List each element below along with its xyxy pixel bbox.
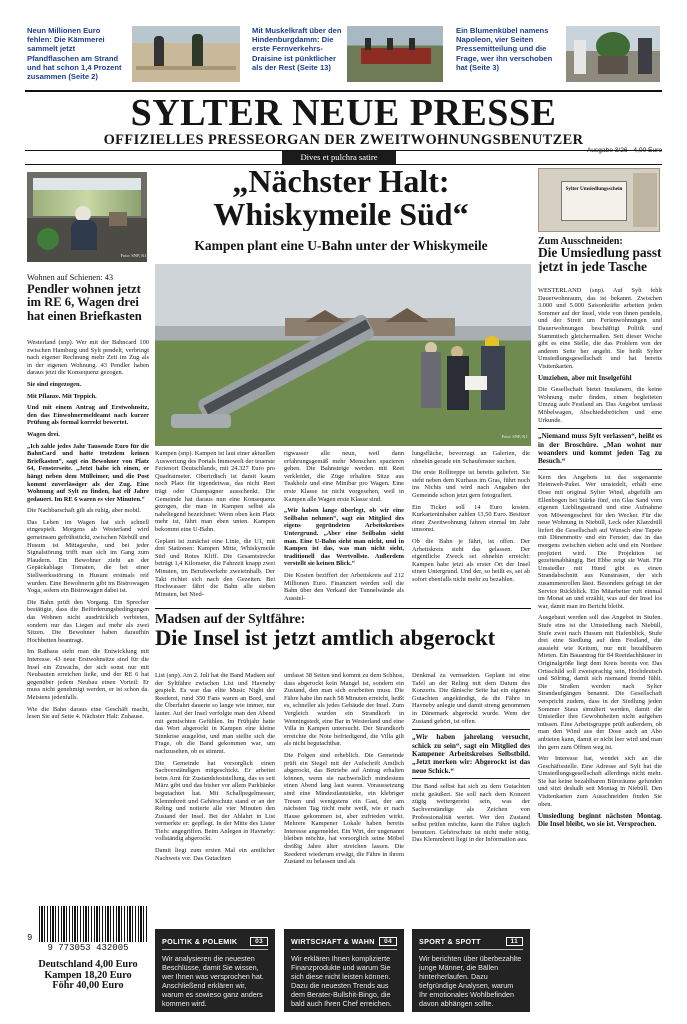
- ferry-c3-p2: Die Band selbst hat sich zu dem Gutachten nicht geäußert. Sie soll nach dem Konzert zügig weitergereist sein, was der Sachverständige als Zeichen von Professionalität wertet. Wer den Zustand selbst prüfen möchte, kann die Fähre täglich benutzen. Gehörschutz ist nicht mehr nötig. Das Klemmbrett liegt in der Information aus.: [412, 783, 530, 844]
- right-p4: Ausgebaut werden soll das Angebot in Stufen. Stufe eins ist die Umsiedlung nach Niebüll, Stufe zwei nach Husum mit Hafenblick, Stufe drei eine Siedlung auf dem Festland, die aussieht wie Keitum, nur mit bezahlbaren Mieten. Ein Bauantrag für 84 Reetdachhäuser in Originalgröße liegt dem Kreis bereits vor. Das Ortsschild soll zweisprachig sein, Hochdeutsch und Sölring, damit sich niemand fremd fühlt. Die Straßen werden nach Sylter Strandaufgängen benannt. Die Gesellschaft verspricht zudem, dass in der Siedlung jeden Sommer Staus simuliert werden, damit die Umsiedler ihre Gewohnheiten nicht aufgeben müssen. Eine Arbeitsgruppe prüft außerdem, ob man den Wind aus der Dose auch an Abo anbieten kann, damit er nicht leer wird und man ihn gern zum Öffnen weg ist.: [538, 614, 662, 751]
- section-politik-title: POLITIK & POLEMIK: [162, 937, 238, 946]
- barcode-number: 9 773053 432005: [47, 943, 129, 953]
- lead-col3-p3: Ein Ticket soll 14 Euro kosten. Kurkarteninhaber zahlen 13,50 Euro. Besitzer einer Zweitwohnung fahren einmal im Jahr umsonst.: [412, 503, 530, 534]
- lead-col2-p2: Die Kosten beziffert der Arbeitskreis auf 212 Millionen Euro. Finanziert werden soll die Bahn über den Verkauf der Tunnelwände als Ausstel-: [284, 571, 404, 602]
- section-sport-text: Wir berichten über überbezahlte junge Männer, die Bällen hinterherlaufen. Dazu tiefgründige Analysen, warum Ihr emotionales Wohlbefinden davon abhängen sollte.: [419, 954, 522, 1008]
- lead-col1-p1: Kampen (snp). Kampen ist laut einer aktuellen Auswertung des Portals Immowelt der teuerste Ferienort Deutschlands, mit 24.327 Euro pro Quadratmeter. Oberirdisch ist damit kaum noch Platz für irgendetwas, das nicht Reet trägt oder Champagner ausschenkt. Die Gemeinde hat daraus nun eine Konsequenz gezogen, die man in Kampen selbst als naheliegend bezeichnet: Wenn oben kein Platz mehr ist, fährt man eben unten. Kampen bekommt eine U-Bahn.: [155, 450, 275, 533]
- train-photo: [27, 172, 147, 262]
- left-sub-1: Sie sind eingezogen.: [27, 380, 82, 388]
- issue-info: Ausgabe 3/26 - 4,00 Euro: [586, 147, 662, 154]
- left-p2: Das Leben im Wagen hat sich schnell eingespielt. Morgens ab Westerland wird gemeinsam gefrühstückt, zwischen Niebüll und Husum ist Mittagsruhe, und bei jeder Signalstörung trifft man sich im Gang zum Plaudern. Ein Bewohner zieht an der Gepäckablage Tomaten, die bei einer Stellwerksstörung in Husum erstmals reif wurden. Eine Bewohnerin gibt im Bistrowagen Yoga, sofern ein Bistrowagen dabei ist.: [27, 518, 149, 595]
- lead-column-2: [284, 450, 404, 606]
- lead-deck: Kampen plant eine U-Bahn unter der Whiskymeile: [194, 238, 488, 253]
- ferry-kicker: Madsen auf der Syltfähre:: [155, 611, 306, 626]
- left-sub-2: Mit Pflanze. Mit Teppich.: [27, 392, 97, 400]
- right-p2: Die Gesellschaft bietet Insulanern, die keine Wohnung mehr finden, einen begleiteten Umzug aufs Festland an. Das Angebot umfasst Möbelwagen, Abschiedsbrötchen und eine Urkunde.: [538, 386, 662, 424]
- section-sport[interactable]: [412, 929, 530, 1012]
- right-p1: WESTERLAND (snp). Auf Sylt fehlt Dauerwohnraum, das ist bekannt. Zwischen 3.000 und 5.000 Saisonkräfte arbeiten jeden Sommer auf der Insel, viele von ihnen pendeln, und der Streit um Ferienwohnungen und Dauerwohnungen beschäftigt Politik und Stammtisch gleichermaßen. Seit dieser Woche gibt es eine Stelle, die das Problem von der anderen Seite her angeht. Sie heißt Sylter Umsiedlungsgesellschaft und hat bereits Visitenkarten.: [538, 287, 662, 370]
- ferry-headline[interactable]: Die Insel ist jetzt amtlich abgerockt: [155, 625, 496, 650]
- ferry-column-3: [412, 672, 530, 848]
- left-p5: Wie die Bahn daraus eine Geschäft macht, lesen Sie auf Seite 4. Nächster Halt: Zuhause.: [27, 705, 149, 721]
- ferry-rule: [155, 608, 531, 609]
- left-kicker: Wohnen auf Schienen: 43: [27, 273, 114, 282]
- left-bold-2: „Ich zahle jedes Jahr Tausende Euro für die BahnCard und hatte trotzdem keinen Briefkasten“, sagt ein Bewohner von Platz 64, Fensterseite. „Jetzt habe ich einen, er hängt neben dem Mülleimer, und die Post kommt zuverlässiger als der Zug. Eine Wohnung auf Sylt zu finden, hat elf Jahre gedauert. Im RE 6 waren es vier Minuten.“: [27, 442, 149, 503]
- section-politik-header: [162, 937, 268, 950]
- card-photo: [538, 168, 660, 232]
- lead-col3-p4: Ob die Bahn je fährt, ist offen. Der Arbeitskreis sieht das gelassen. Der eigentliche Zweck sei ohnehin erreicht: Kampen habe jetzt als erster Ort der Insel einen Untergrund. Und der, so heißt es, sei ab sofort ebenfalls nicht mehr zu bezahlen.: [412, 537, 530, 583]
- lead-column-1: [155, 450, 275, 602]
- left-p4: Im Rathaus sieht man die Entwicklung mit Interesse. 43 neue Erstwohnsitze sind für die Insel ein Zuwachs, der sich sonst nur mit Neubauten erreichen ließe, und der RE 6 hat gegenüber jedem Neubau einen Vorteil: Er muss nicht genehmigt werden, er ist schon da. Meistens jedenfalls.: [27, 648, 149, 701]
- teaser-2-photo: [347, 26, 443, 82]
- section-politik[interactable]: [155, 929, 275, 1012]
- ferry-column-1: [155, 672, 275, 866]
- masthead-motto: Dives et pulchra satire: [282, 151, 396, 164]
- ferry-column-2: [284, 672, 404, 870]
- train-photo-caption: Foto: SNP, KI: [120, 253, 146, 258]
- section-wirtschaft-text: Wir erklären Ihnen komplizierte Finanzprodukte und warum Sie sich diese nicht leisten können. Dazu die neuesten Trends aus dem Berater-Bullshit-Bingo, die bald auch Ihren Chef erreichen.: [291, 954, 392, 1008]
- teaser-2[interactable]: Mit Muskelkraft über den Hindenburgdamm: Die erste Fernverkehrs-Draisine ist pünktlicher als der Rest (Seite 13): [252, 26, 342, 72]
- section-politik-text: Wir analysieren die neuesten Beschlüsse, damit Sie wissen, wer Ihnen was versprochen hat. Anschließend erklären wir, warum es sowieso ganz anders kommen wird.: [162, 954, 264, 1008]
- left-article: [27, 339, 149, 725]
- ferry-c1-p2: Die Gemeinde hat vorsorglich einen Sachverständigen mitgeschickt. Er arbeitet beim Amt für Zustandsfeststellung, das es seit März gibt und das bisher vor allem Parkbänke begutachtet hat. Mit Schallpegelmesser, Klemmbrett und Gehörschutz stand er an der Reling und notierte alle vier Minuten den Zustand der Insel. Bei der Ablahrt in List vermerkte er: gepflegt. In der Mitte des Lister Tiefs: angegriffen. Beim Anlegen in Havneby: vollständig abgerockt.: [155, 759, 275, 843]
- right-kicker: Zum Ausschneiden:: [538, 236, 623, 247]
- left-sub-3: Wagen drei.: [27, 430, 60, 438]
- card-title: Sylter Umsiedlungsschein: [561, 181, 627, 221]
- ferry-c1-p1: List (snp). Am 2. Juli hat die Band Madsen auf der Syltfähre zwischen List und Havneby gespielt. Es war das elite Music Night der Reederei, rund 350 Fans waren an Bord, und die Überfahrt dauerte so lange wie immer, nur lauter. Auf der Insel verfolgte man den Abend mit gemischten Gefühlen. Im Frühjahr hatte das Wort abgerockt in Kampen eine kleine Sinnkrise ausgelöst, und man stellte sich die Frage, ob die Band gekommen war, um nachzusehen, ob es stimmt.: [155, 672, 275, 755]
- section-sport-page: 11: [506, 937, 523, 946]
- right-quote: „Niemand muss Sylt verlassen“, heißt es in der Broschüre. „Man wohnt nur woanders und kommt jeden Tag zu Besuch.“: [538, 428, 662, 470]
- escalator-photo: [155, 264, 531, 446]
- section-sport-title: SPORT & SPOTT: [419, 937, 481, 946]
- left-bold-1: Und mit einem Antrag auf Erstwohnsitz, den das Einwohnermeldeamt nach kurzer Prüfung als formal korrekt bewertet.: [27, 404, 149, 427]
- ferry-c2-p1: umfasst 38 Seiten und kommt zu dem Schluss, dass abgerockt kein Mangel ist, sondern ein Zustand, den man sich erarbeiten muss. Die Fähre habe ihn nach 58 Minuten erreicht, heißt es, schneller als jedes Gebäude der Insel. Zum Vergleich wurden ein Strandkorb in Wenningstedt, eine Bar in Westerland und eine Villa in Kampen untersucht. Der Strandkorb erreichte die Note befriedigend, die Villa gilt als nicht begutachtbar.: [284, 672, 404, 748]
- ferry-c3-p1: Denkmal zu vermarkten. Geplant ist eine Tafel an der Reling mit dem Datum des Konzerts. Die dänische Seite hat ein eigenes Gutachten angekündigt, da die Fähre in Havneby anlegte und damit streng genommen in Dänemark abgerockt wurde. Wem der Zustand gehört, ist offen.: [412, 672, 530, 725]
- left-headline[interactable]: Pendler wohnen jetzt im RE 6, Wagen drei hat einen Briefkasten: [27, 283, 142, 323]
- right-bold: Umsiedlung beginnt nächsten Montag. Die Insel bleibt, wo sie ist. Versprochen.: [538, 812, 662, 829]
- right-p5: Wer Interesse hat, wendet sich an die Geschäftsstelle. Eine Adresse auf Sylt hat die Umsiedlungsgesellschaft allerdings nicht mehr. Sie hat keine bezahlbaren Büroräume gefunden und sitzt deshalb seit Montag in Niebüll. Den Visitenkarten zum Ausschneiden finden Sie oben.: [538, 755, 662, 808]
- ferry-c1-p3: Damit liegt zum ersten Mal ein amtlicher Nachweis vor. Das Gutachten: [155, 847, 275, 862]
- left-intro: Westerland (snp). Wer mit der Bahncard 100 zwischen Hamburg und Sylt pendelt, verbringt nach eigener Rechnung mehr Zeit im Zug als in der eigenen Wohnung. 43 Pendler haben daraus jetzt die Konsequenz gezogen.: [27, 339, 149, 377]
- right-headline[interactable]: Die Umsiedlung passt jetzt in jede Tasche: [538, 246, 662, 274]
- ferry-quote: „Wir haben jahrelang versucht, schick zu sein“, sagt ein Mitglied des Kampener Arbeitskreises Selbstbild. „Jetzt merken wir: Abgerockt ist das neue Schick.“: [412, 729, 530, 779]
- price-kampen: Kampen 18,20 Euro: [44, 969, 132, 981]
- price-list: [27, 960, 149, 992]
- lead-col2-quote: „Wir haben lange überlegt, ob wir eine Seilbahn nehmen“, sagt ein Mitglied des eigens gegründeten Arbeitskreises Untergrund. „Aber eine Seilbahn sieht man. Eine U-Bahn sieht man nicht, und in Kampen ist das, was man nicht sieht, traditionell das Wertvollste. Außerdem verstellt sie keinen Blick.“: [284, 507, 404, 568]
- lead-column-3: [412, 450, 530, 588]
- lead-headline[interactable]: „Nächster Halt: Whiskymeile Süd“: [213, 165, 469, 231]
- section-politik-page: 03: [250, 937, 268, 946]
- masthead-subtitle: OFFIZIELLES PRESSEORGAN DER ZWEITWOHNUNGSBENUTZER: [103, 132, 584, 148]
- teaser-1[interactable]: Neun Millionen Euro fehlen: Die Kämmerei sammelt jetzt Pfandflaschen am Strand und hat schon 1,4 Prozent zusammen (Seite 2): [27, 26, 122, 82]
- section-sport-header: [419, 937, 523, 950]
- teaser-3-photo: [566, 26, 660, 82]
- right-sub: Umziehen, aber mit Inselgefühl: [538, 373, 632, 382]
- ferry-c2-p2: Die Folgen sind erheblich. Die Gemeinde prüft ein Siegel mit der Aufschrift Amtlich abgerockt, das Betriebe auf Antrag erhalten können, wenn sie nachweislich mindestens einen Abend lang laut waren. Voraussetzung sind eine Mindestlautstärke, ein klebriger Tresen und wenigstens ein Gast, der am nächsten Tag nicht mehr weiß, wie er nach Hause gekommen ist, aber zufrieden wirkt. Mehrere Kampener Lokale haben bereits Interesse angemeldet. Ein Wirt, der ungenannt bleiben möchte, hat vorsorglich seine Möbel dreißig Jahre älter streichen lassen. Die Reederei wiederum erwägt, die Fähre in ihrem Zustand zu belassen und als: [284, 751, 404, 866]
- section-wirtschaft-title: WIRTSCHAFT & WAHN: [291, 937, 375, 946]
- section-wirtschaft-page: 04: [379, 937, 397, 946]
- lead-col2-p1: rigwasser alle neun, weil dann erfahrungsgemäß mehr Menschen spazieren gehen. Die Bahnsteige werden mit Reet verkleidet, die Züge erhalten Sitze aus Teakholz und eine Minibar pro Wagen. Eine erste Klasse ist nicht vorgesehen, weil in Kampen alle Wagen erste Klasse sind.: [284, 450, 404, 503]
- teaser-3[interactable]: Ein Blumenkübel namens Napoleon, vier Seiten Pressemitteilung und die Frage, wer ihn verschoben hat (Seite 3): [456, 26, 553, 72]
- price-de: Deutschland 4,00 Euro: [38, 960, 138, 970]
- barcode-lead-digit: 9: [27, 933, 33, 943]
- lead-col3-p2: Die erste Rolltreppe ist bereits geliefert. Sie steht neben dem Kurhaus im Gras, führt noch ins Nichts und wird nach Angaben der Gemeinde schon jetzt gern fotografiert.: [412, 469, 530, 499]
- lead-col1-p2: Geplant ist zunächst eine Linie, die U1, mit drei Stationen: Kampen Mitte, Whiskymeile Süd und Rotes Kliff. Die Gesamtstrecke beträgt 1,4 Kilometer, die Fahrzeit knapp zwei Minuten, im Berufsverkehr zweieinhalb. Der Takt richtet sich nach den Gezeiten. Bei Hochwasser fährt die Bahn alle sieben Minuten, bei Nied-: [155, 537, 275, 598]
- lead-col3-p1: lungsfläche, bevorzugt an Galerien, die ohnehin gerade ein Schaufenster suchen.: [412, 450, 530, 465]
- section-wirtschaft[interactable]: [284, 929, 404, 1012]
- section-wirtschaft-header: [291, 937, 397, 950]
- right-article: [538, 287, 662, 833]
- left-p3: Die Bahn prüft den Vorgang. Ein Sprecher bestätigte, dass die Beförderungsbedingungen das Wohnen nicht ausdrücklich verbieten, sondern nur das Liegen auf mehr als zwei Sitzen. Die Bewohner haben daraufhin Hochbetten beantragt.: [27, 598, 149, 644]
- escalator-photo-caption: Foto: SNP, KI: [501, 434, 527, 439]
- left-p1: Die Nachbarschaft gilt als ruhig, aber mobil.: [27, 507, 141, 515]
- right-p3: Kern des Angebots ist das sogenannte Heimweh-Paket. Wer umsiedelt, erhält eine Dose mit original Sylter Wind, abgefüllt am Ellenbogen bei Stärke fünf, ein Glas Sand vom eigenen Lieblingsstrand und eine Aufnahme von Möwengeschrei für den Wecker. Für die neue Wohnung in Niebüll, Leck oder Klanxbüll liefert die Gesellschaft auf Wunsch eine Tapete mit Dünenmotiv und ein Fenster, das in das morgens zwischen sieben acht und ein Nordsee projiziert wird. Die Projektion ist gezeitenabhängig. Bei Ebbe zeigt sie Watt. Für Umsiedler mit Hund gibt es einen Strandabschnitt aus Kunstrasen, der sich zusammenrollen lässt. Besonders gefragt ist der Service Rückblick. Ein Mitarbeiter ruft einmal im Monat an und erzählt, was auf der Insel los war, damit man im Bericht bleibt.: [538, 473, 662, 610]
- price-foehr: Föhr 40,00 Euro: [52, 980, 124, 992]
- teaser-1-photo: [132, 26, 240, 82]
- masthead-title[interactable]: SYLTER NEUE PRESSE: [130, 92, 557, 134]
